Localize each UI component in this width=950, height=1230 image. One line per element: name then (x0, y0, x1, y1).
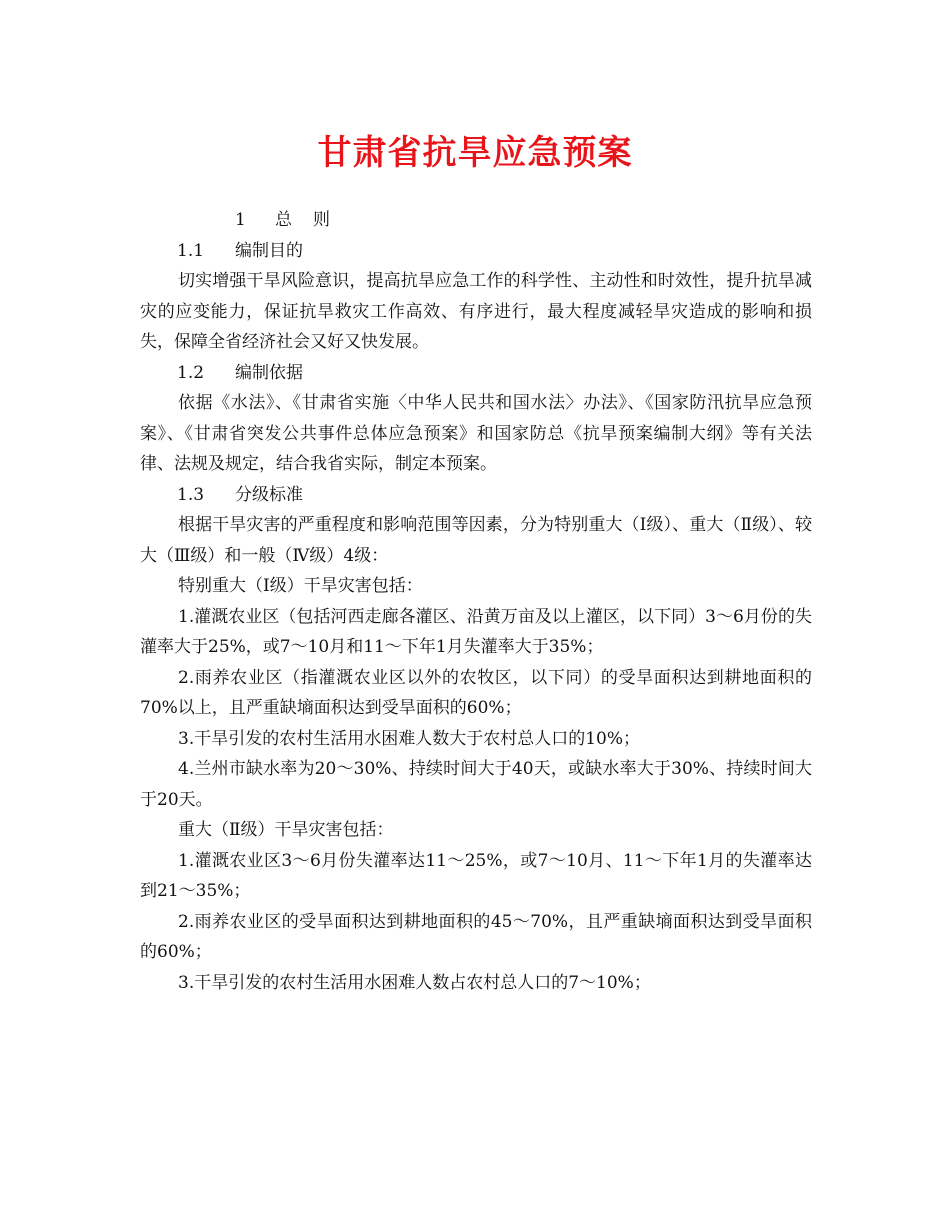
chapter-number: 1 (235, 210, 246, 230)
paragraph: 1.灌溉农业区3～6月份失灌率达11～25%，或7～10月、11～下年1月的失灌率达到21～35%； (140, 850, 812, 901)
document-body (140, 205, 812, 998)
paragraph: 重大（Ⅱ级）干旱灾害包括： (178, 820, 394, 840)
section-number: 1.1 (177, 240, 205, 261)
paragraph: 4.兰州市缺水率为20～30%、持续时间大于40天，或缺水率大于30%、持续时间大于20天。 (140, 759, 812, 810)
paragraph: 2.雨养农业区（指灌溉农业区以外的农牧区，以下同）的受旱面积达到耕地面积的70%以上，且严重缺墒面积达到受旱面积的60%； (140, 667, 812, 718)
section-number: 1.3 (177, 484, 205, 505)
section-heading-1-1 (140, 236, 812, 267)
section-number: 1.2 (177, 362, 205, 383)
section-heading-1-3 (140, 480, 812, 511)
chapter-heading (140, 205, 812, 236)
chapter-title-part1: 总 (275, 210, 292, 230)
chapter-title-part2: 则 (313, 210, 330, 230)
paragraph: 1.灌溉农业区（包括河西走廊各灌区、沿黄万亩及以上灌区，以下同）3～6月份的失灌率大于25%，或7～10月和11～下年1月失灌率大于35%； (140, 606, 812, 657)
paragraph: 2.雨养农业区的受旱面积达到耕地面积的45～70%，且严重缺墒面积达到受旱面积的60%； (140, 911, 812, 962)
paragraph: 特别重大（Ⅰ级）干旱灾害包括： (178, 576, 423, 596)
section-heading-1-2 (140, 358, 812, 389)
paragraph: 3.干旱引发的农村生活用水困难人数大于农村总人口的10%； (178, 728, 641, 749)
paragraph: 3.干旱引发的农村生活用水困难人数占农村总人口的7～10%； (178, 972, 651, 993)
paragraph: 切实增强干旱风险意识，提高抗旱应急工作的科学性、主动性和时效性，提升抗旱减灾的应变能力，保证抗旱救灾工作高效、有序进行，最大程度减轻旱灾造成的影响和损失，保障全省经济社会又好又快发展。 (140, 271, 812, 352)
section-title: 分级标准 (235, 484, 303, 505)
section-title: 编制依据 (235, 362, 303, 383)
paragraph: 根据干旱灾害的严重程度和影响范围等因素，分为特别重大（Ⅰ级）、重大（Ⅱ级）、较大（Ⅲ级）和一般（Ⅳ级）4级： (140, 515, 812, 566)
document-title: 甘肃省抗旱应急预案 (317, 133, 633, 173)
paragraph: 依据《水法》、《甘肃省实施〈中华人民共和国水法〉办法》、《国家防汛抗旱应急预案》、《甘肃省突发公共事件总体应急预案》和国家防总《抗旱预案编制大纲》等有关法律、法规及规定，结合我省实际，制定本预案。 (140, 393, 812, 474)
section-title: 编制目的 (235, 240, 303, 261)
